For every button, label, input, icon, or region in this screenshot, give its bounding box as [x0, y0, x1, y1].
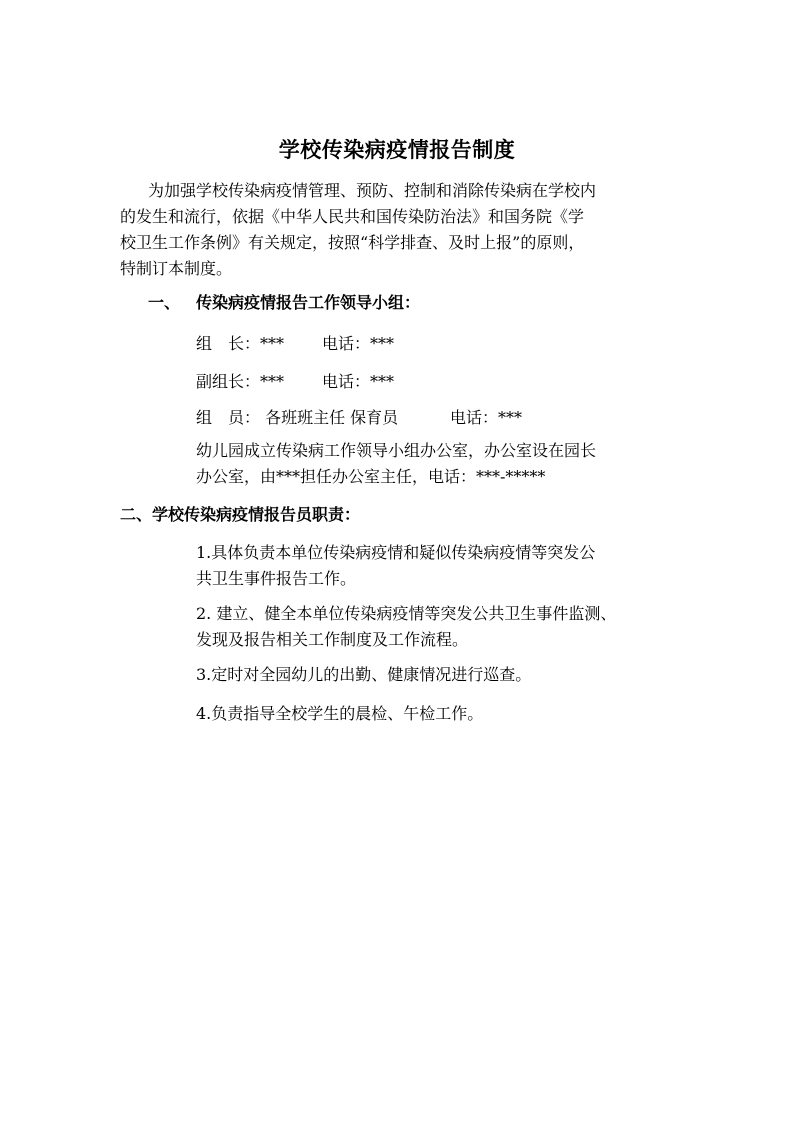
member-phone: 电话：*** — [450, 408, 523, 427]
page-title: 学校传染病疫情报告制度 — [278, 137, 516, 162]
member-label: 副组长：*** — [196, 372, 285, 391]
duty-line: 3.定时对全园幼儿的出勤、健康情况进行巡查。 — [196, 665, 532, 684]
duty-item — [196, 601, 616, 653]
member-label: 组 长：*** — [196, 334, 285, 353]
section1-heading — [148, 290, 420, 313]
office-line: 办公室，由***担任办公室主任，电话：***-***** — [196, 467, 546, 486]
duty-line: 发现及报告相关工作制度及工作流程。 — [196, 630, 469, 649]
member-phone: 电话：*** — [322, 372, 395, 391]
office-line: 幼儿园成立传染病工作领导小组办公室，办公室设在园长 — [196, 441, 597, 460]
member-label: 组 员： 各班班主任 保育员 — [196, 408, 399, 427]
office-paragraph — [196, 438, 596, 490]
duty-item — [196, 540, 595, 592]
intro-paragraph — [120, 178, 660, 282]
member-leader — [196, 331, 394, 354]
duty-item — [196, 701, 483, 727]
member-staff — [196, 405, 522, 428]
duty-line: 2. 建立、健全本单位传染病疫情等突发公共卫生事件监测、 — [196, 604, 617, 623]
duty-line: 4.负责指导全校学生的晨检、午检工作。 — [196, 704, 484, 723]
section1-number: 一、 — [148, 293, 181, 312]
intro-line: 特制订本制度。 — [120, 259, 233, 278]
intro-line: 校卫生工作条例》有关规定，按照“科学排查、及时上报”的原则， — [120, 233, 585, 252]
intro-line: 的发生和流行，依据《中华人民共和国传染防治法》和国务院《学 — [120, 207, 585, 226]
duty-line: 1.具体负责本单位传染病疫情和疑似传染病疫情等突发公 — [196, 543, 596, 562]
duty-line: 共卫生事件报告工作。 — [196, 569, 357, 588]
intro-line: 为加强学校传染病疫情管理、预防、控制和消除传染病在学校内 — [148, 181, 597, 200]
member-phone: 电话：*** — [322, 334, 395, 353]
duty-item — [196, 662, 531, 688]
member-deputy — [196, 369, 394, 392]
section2-heading: 二、学校传染病疫情报告员职责： — [120, 505, 361, 524]
section1-title: 传染病疫情报告工作领导小组： — [196, 293, 421, 312]
